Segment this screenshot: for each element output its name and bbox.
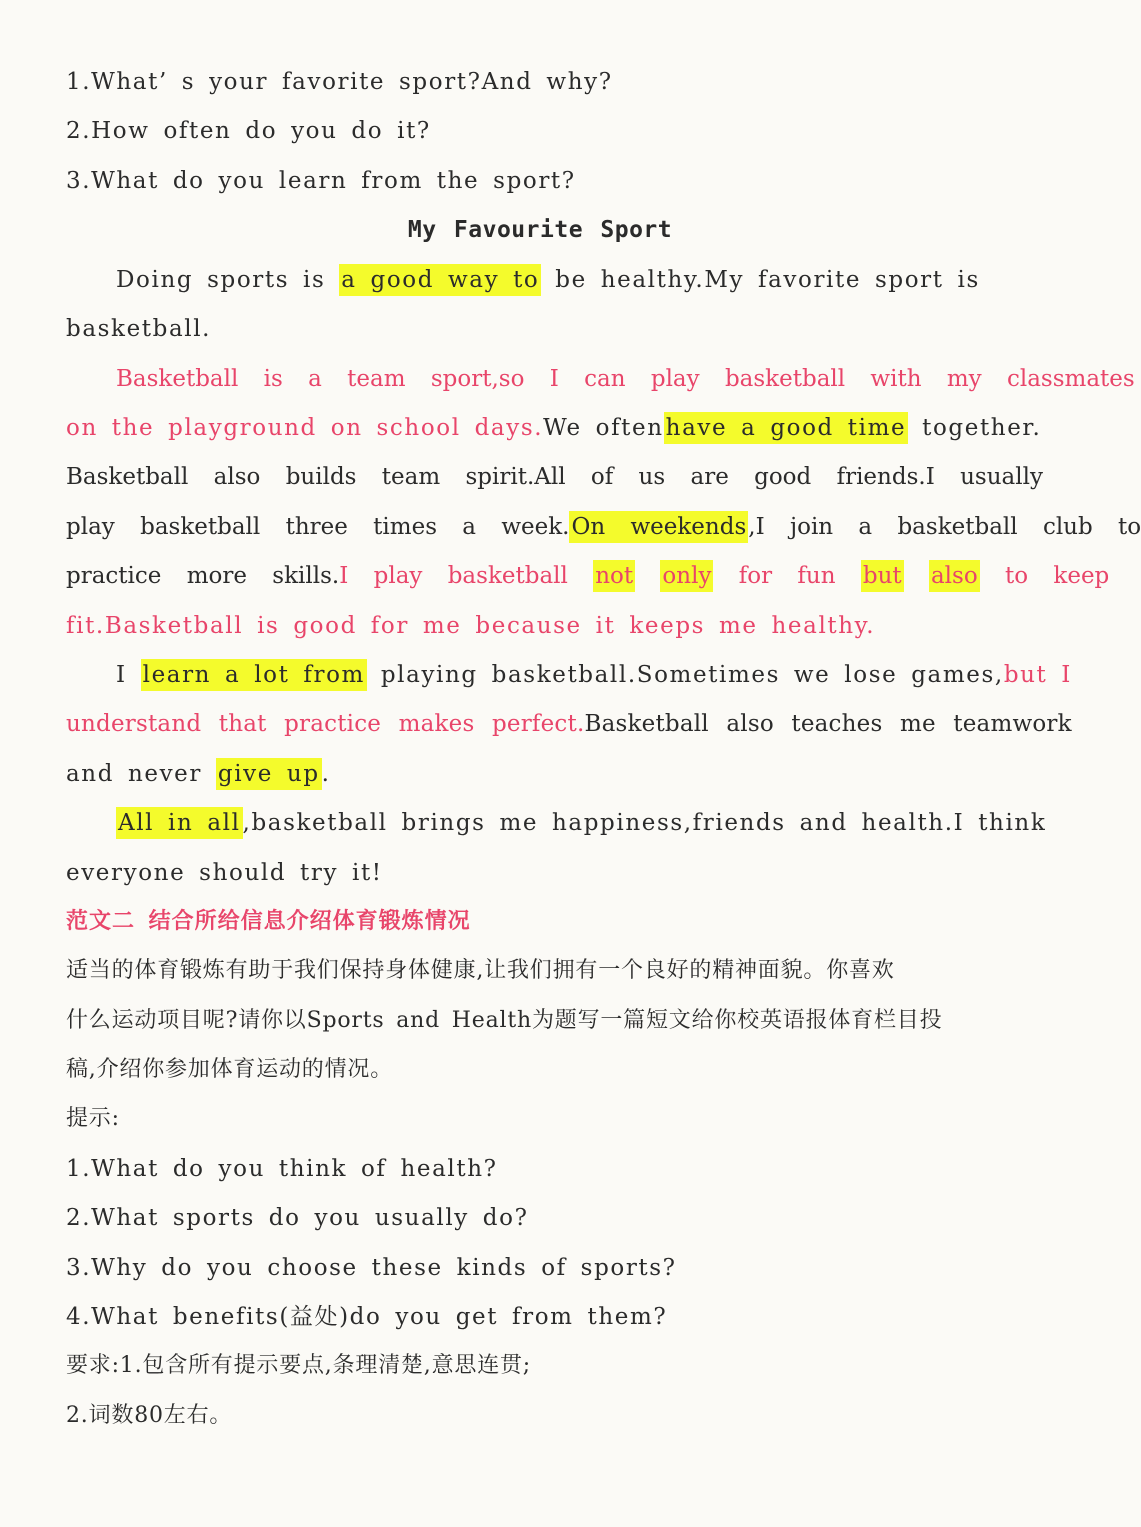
tip-question-1: 1.What do you think of health? — [66, 1156, 498, 1182]
pink-text: to keep — [979, 563, 1110, 589]
pink-text: I play basketball — [339, 563, 594, 589]
paragraph-3-line-1 — [116, 659, 1072, 691]
paragraph-4-line-2: everyone should try it! — [66, 860, 383, 886]
section-2-heading: 范文二 结合所给信息介绍体育锻炼情况 — [66, 909, 471, 934]
tip-question-2: 2.What sports do you usually do? — [66, 1205, 529, 1231]
paragraph-2-line-2 — [66, 412, 1042, 444]
text: I — [116, 662, 141, 688]
pink-text: but I — [1003, 662, 1072, 688]
highlight-phrase: only — [660, 560, 713, 592]
section-2-body-line-2: 什么运动项目呢?请你以Sports and Health为题写一篇短文给你校英语报体育栏目投 — [66, 1008, 943, 1033]
pink-text: for fun — [713, 563, 861, 589]
essay-title: My Favourite Sport — [407, 217, 673, 243]
text: Basketball also teaches me teamwork — [584, 711, 1072, 737]
question-3: 3.What do you learn from the sport? — [66, 168, 576, 194]
requirement-2: 2.词数80左右。 — [66, 1403, 233, 1428]
question-1: 1.What’ s your favorite sport?And why? — [66, 69, 613, 95]
paragraph-1-line-1 — [116, 264, 1014, 296]
text: . — [321, 761, 331, 787]
tip-question-4: 4.What benefits(益处)do you get from them? — [66, 1304, 668, 1330]
pink-text: understand that practice makes perfect. — [66, 711, 585, 737]
highlight-phrase: learn a lot from — [141, 659, 367, 691]
question-2: 2.How often do you do it? — [66, 118, 431, 144]
text: Doing sports is — [116, 267, 340, 293]
highlight-phrase: give up — [216, 758, 322, 790]
paragraph-2-line-1: Basketball is a team sport,so I can play basketball with my classmates — [116, 366, 1135, 392]
requirement-1: 要求:1.包含所有提示要点,条理清楚,意思连贯; — [66, 1353, 532, 1378]
paragraph-3-line-3 — [66, 758, 1014, 790]
text: be healthy.My favorite sport is — [541, 267, 980, 293]
paragraph-4-line-1 — [116, 807, 1047, 839]
text: playing basketball.Sometimes we lose games, — [366, 662, 1004, 688]
section-2-body-line-3: 稿,介绍你参加体育运动的情况。 — [66, 1057, 393, 1082]
paragraph-1-line-2: basketball. — [66, 316, 212, 342]
pink-text: on the playground on school days. — [66, 415, 544, 441]
highlight-phrase: also — [929, 560, 980, 592]
highlight-phrase: a good way to — [339, 264, 541, 296]
section-2-body-line-1: 适当的体育锻炼有助于我们保持身体健康,让我们拥有一个良好的精神面貌。你喜欢 — [66, 958, 895, 983]
text: together. — [908, 415, 1042, 441]
tip-question-3: 3.Why do you choose these kinds of sports? — [66, 1255, 677, 1281]
text: practice more skills. — [66, 563, 340, 589]
text: ,I join a basketball club to — [748, 514, 1141, 540]
text: We often — [543, 415, 664, 441]
text: ,basketball brings me happiness,friends and health.I think — [242, 810, 1047, 836]
text: play basketball three times a week. — [66, 514, 570, 540]
paragraph-2-line-6: fit.Basketball is good for me because it keeps me healthy. — [66, 613, 876, 639]
highlight-phrase: All in all — [116, 807, 243, 839]
highlight-phrase: but — [861, 560, 904, 592]
paragraph-2-line-4 — [66, 511, 1141, 543]
tips-label: 提示: — [66, 1106, 120, 1131]
highlight-phrase: not — [593, 560, 635, 592]
paragraph-3-line-2 — [66, 708, 1072, 740]
highlight-phrase: On weekends — [569, 511, 748, 543]
text: and never — [66, 761, 216, 787]
highlight-phrase: have a good time — [664, 412, 909, 444]
paragraph-2-line-3: Basketball also builds team spirit.All of us are good friends.I usually — [66, 464, 1043, 490]
paragraph-2-line-5 — [66, 560, 1110, 592]
